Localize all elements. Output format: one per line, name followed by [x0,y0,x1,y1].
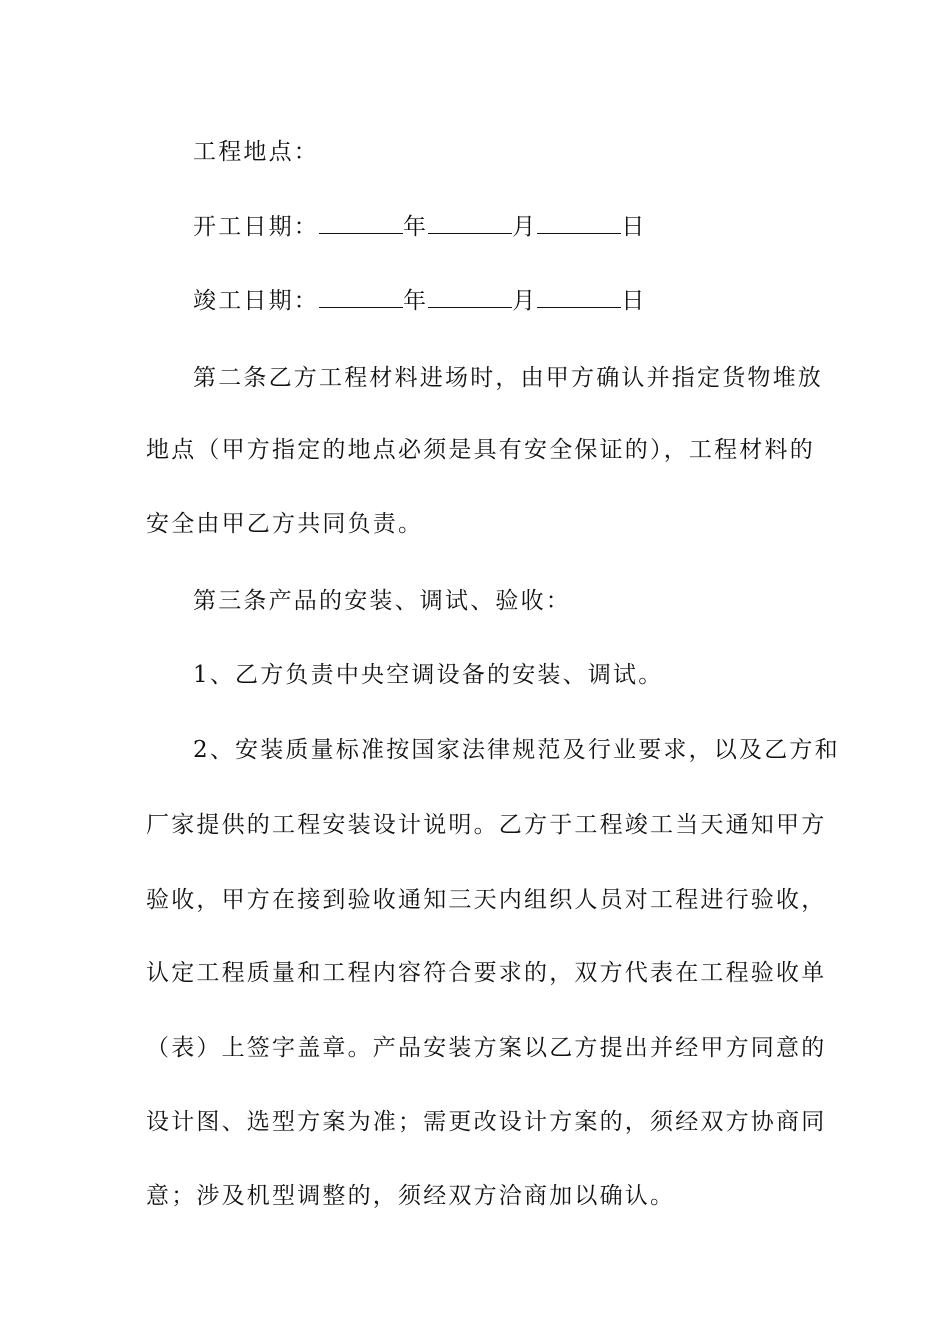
start-date-line [193,211,863,242]
end-year-blank [319,285,403,308]
item2-line-1: 2、安装质量标准按国家法律规范及行业要求，以及乙方和 [193,737,840,763]
item2-line-5: （表）上签字盖章。产品安装方案以乙方提出并经甲方同意的 [146,1035,827,1061]
article3-title: 第三条产品的安装、调试、验收： [193,588,571,614]
location-label: 工程地点： [193,139,319,165]
item1-text: 1、乙方负责中央空调设备的安装、调试。 [193,662,664,688]
end-day-blank [537,285,621,308]
end-date-line [193,285,863,316]
end-month-blank [428,285,512,308]
start-date-label: 开工日期： [193,214,319,240]
end-month-unit: 月 [512,288,538,314]
article2-line-2: 地点（甲方指定的地点必须是具有安全保证的），工程材料的 [146,437,815,463]
item2-line-2: 厂家提供的工程安装设计说明。乙方于工程竣工当天通知甲方 [146,812,827,838]
location-line [193,137,863,167]
start-month-unit: 月 [512,214,538,240]
item2-line-7: 意；涉及机型调整的，须经双方洽商加以确认。 [146,1183,676,1209]
start-year-blank [319,211,403,234]
end-date-label: 竣工日期： [193,288,319,314]
article2-line-3: 安全由甲乙方共同负责。 [146,511,424,537]
end-day-unit: 日 [621,288,647,314]
item2-line-6: 设计图、选型方案为准；需更改设计方案的，须经双方协商同 [146,1109,827,1135]
start-day-unit: 日 [621,214,647,240]
item2-line-3: 验收，甲方在接到验收通知三天内组织人员对工程进行验收， [146,887,827,913]
article2-line-1: 第二条乙方工程材料进场时，由甲方确认并指定货物堆放 [193,365,823,391]
start-year-unit: 年 [403,214,429,240]
start-day-blank [537,211,621,234]
end-year-unit: 年 [403,288,429,314]
start-month-blank [428,211,512,234]
item2-line-4: 认定工程质量和工程内容符合要求的，双方代表在工程验收单 [146,960,827,986]
